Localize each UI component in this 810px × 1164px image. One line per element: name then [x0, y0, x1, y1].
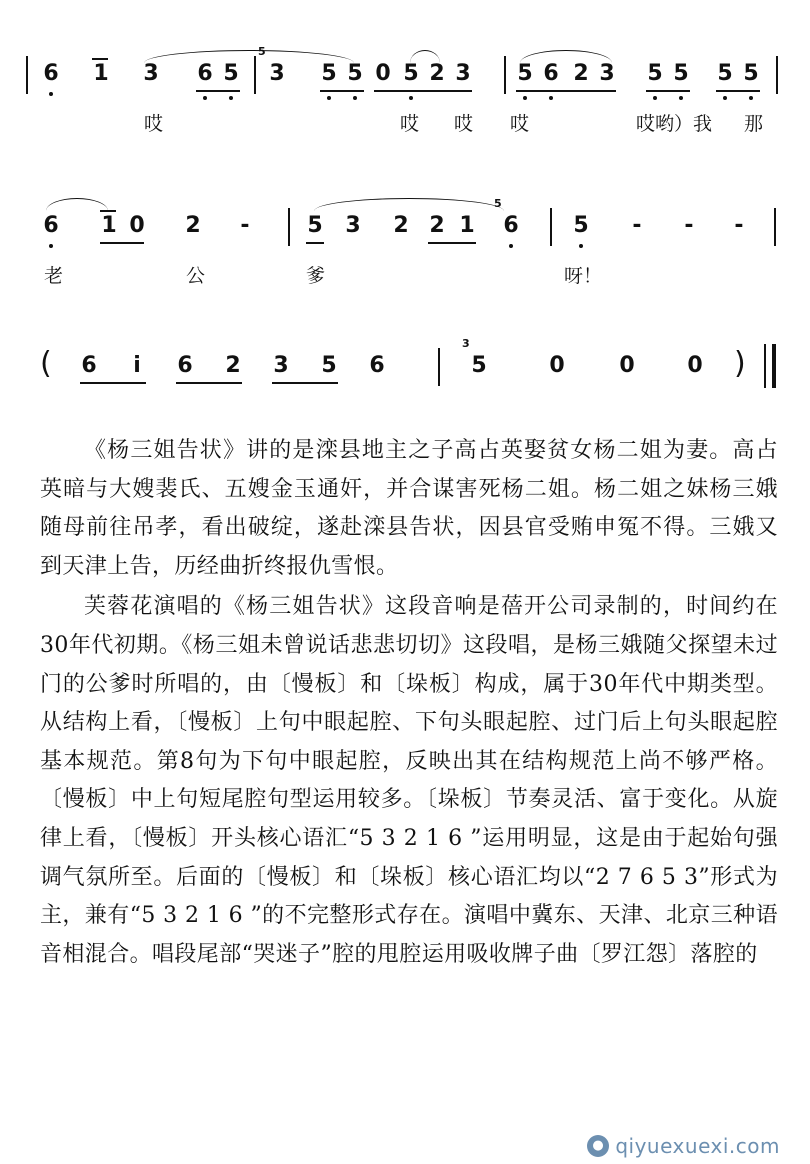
- note: 6: [43, 61, 59, 86]
- note: -: [684, 213, 694, 238]
- note: -: [240, 213, 250, 238]
- note: 2: [393, 213, 409, 238]
- beam: [100, 242, 144, 244]
- beam: [80, 382, 146, 384]
- note: 5: [223, 61, 239, 86]
- note: 5: [517, 61, 533, 86]
- note: 5: [321, 61, 337, 86]
- beam: [306, 242, 324, 244]
- note: 1: [93, 61, 109, 86]
- note: 2: [429, 213, 445, 238]
- low-octave-dot: [327, 96, 331, 100]
- article-text: [40, 432, 778, 974]
- barline: [288, 208, 290, 246]
- low-octave-dot: [353, 96, 357, 100]
- note: 5: [307, 213, 323, 238]
- slur: [520, 50, 612, 63]
- beam: [100, 210, 116, 212]
- low-octave-dot: [203, 96, 207, 100]
- score-line-2: [0, 197, 810, 252]
- final-barline: [764, 344, 766, 388]
- note: 5: [471, 353, 487, 378]
- lyric: 哎哟）我: [636, 113, 713, 135]
- slur: [46, 198, 108, 211]
- note: 6: [81, 353, 97, 378]
- lyric: 哎: [400, 113, 420, 135]
- barline: [504, 56, 506, 94]
- beam: [196, 90, 240, 92]
- low-octave-dot: [653, 96, 657, 100]
- note: 0: [375, 61, 391, 86]
- score-line-1: [0, 45, 810, 100]
- note: 6: [197, 61, 213, 86]
- beam: [374, 90, 472, 92]
- barline: [774, 208, 776, 246]
- note: -: [632, 213, 642, 238]
- note: i: [133, 353, 141, 378]
- note: 0: [549, 353, 565, 378]
- note: 6: [543, 61, 559, 86]
- beam: [428, 242, 476, 244]
- site-watermark: [587, 1134, 780, 1158]
- beam: [320, 90, 364, 92]
- lyric: 公: [186, 265, 206, 287]
- note: 5: [647, 61, 663, 86]
- barline: [438, 348, 440, 386]
- note: 1: [101, 213, 117, 238]
- lyric: 呀！: [564, 265, 603, 287]
- low-octave-dot: [509, 244, 513, 248]
- note: 0: [687, 353, 703, 378]
- grace-note: 3: [462, 337, 470, 350]
- note: 3: [143, 61, 159, 86]
- note: 0: [619, 353, 635, 378]
- paragraph: 芙蓉花演唱的《杨三姐告状》这段音响是蓓开公司录制的，时间约在30年代初期。《杨三姐未曾说话悲悲切切》这段唱，是杨三娥随父探望未过门的公爹时所唱的，由〔慢板〕和〔垛板〕构成，属于30年代中期类型。从结构上看，〔慢板〕上句中眼起腔、下句头眼起腔、过门后上句头眼起腔基本规范。第8句为下句中眼起腔，反映出其在结构规范上尚不够严格。〔慢板〕中上句短尾腔句型运用较多。〔垛板〕节奏灵活、富于变化。从旋律上看，〔慢板〕开头核心语汇“5 3 2 1 6 ”运用明显，这是由于起始句强调气氛所至。后面的〔慢板〕和〔垛板〕核心语汇均以“2 7 6 5 3”形式为主，兼有“5 3 2 1 6 ”的不完整形式存在。演唱中冀东、天津、北京三种语音相混合。唱段尾部“哭迷子”腔的甩腔运用吸收牌子曲〔罗江怨〕落腔的: [40, 594, 778, 967]
- note: -: [734, 213, 744, 238]
- slur: [314, 198, 504, 211]
- lyric: 哎: [144, 113, 164, 135]
- barline: [550, 208, 552, 246]
- low-octave-dot: [523, 96, 527, 100]
- lyric: 哎: [510, 113, 530, 135]
- low-octave-dot: [723, 96, 727, 100]
- beam: [92, 58, 108, 60]
- low-octave-dot: [49, 92, 53, 96]
- beam: [516, 90, 616, 92]
- open-parenthesis: (: [40, 346, 52, 381]
- note: 0: [129, 213, 145, 238]
- low-octave-dot: [749, 96, 753, 100]
- note: 5: [347, 61, 363, 86]
- final-barline: [772, 344, 776, 388]
- grace-note: 5: [258, 45, 266, 58]
- note: 5: [743, 61, 759, 86]
- note: 3: [455, 61, 471, 86]
- paragraph: 《杨三姐告状》讲的是滦县地主之子高占英娶贫女杨二姐为妻。高占英暗与大嫂裴氏、五嫂金玉通奸，并合谋害死杨二姐。杨二姐之妹杨三娥随母前往吊孝，看出破绽，遂赴滦县告状，因县官受贿申冤不得。三娥又到天津上告，历经曲折终报仇雪恨。: [40, 438, 778, 579]
- low-octave-dot: [579, 244, 583, 248]
- beam: [646, 90, 690, 92]
- beam: [716, 90, 760, 92]
- note: 3: [599, 61, 615, 86]
- lyric: 那: [744, 113, 764, 135]
- watermark-text: qiyuexuexi.com: [615, 1134, 780, 1158]
- beam: [176, 382, 242, 384]
- note: 5: [717, 61, 733, 86]
- note: 3: [273, 353, 289, 378]
- barline: [254, 56, 256, 94]
- note: 1: [459, 213, 475, 238]
- barline: [776, 56, 778, 94]
- note: 6: [369, 353, 385, 378]
- note: 2: [573, 61, 589, 86]
- barline: [26, 56, 28, 94]
- note: 3: [345, 213, 361, 238]
- note: 5: [673, 61, 689, 86]
- note: 6: [177, 353, 193, 378]
- note: 3: [269, 61, 285, 86]
- low-octave-dot: [549, 96, 553, 100]
- note: 5: [321, 353, 337, 378]
- low-octave-dot: [229, 96, 233, 100]
- note: 5: [573, 213, 589, 238]
- lyric: 老: [44, 265, 64, 287]
- note: 2: [429, 61, 445, 86]
- globe-icon: ●: [587, 1135, 609, 1157]
- score-line-3: [0, 337, 810, 392]
- note: 6: [43, 213, 59, 238]
- low-octave-dot: [409, 96, 413, 100]
- beam: [272, 382, 338, 384]
- grace-note: 5: [494, 197, 502, 210]
- note: 6: [503, 213, 519, 238]
- note: 5: [403, 61, 419, 86]
- slur: [410, 50, 440, 63]
- close-parenthesis: ): [734, 346, 746, 381]
- low-octave-dot: [679, 96, 683, 100]
- low-octave-dot: [49, 244, 53, 248]
- note: 2: [225, 353, 241, 378]
- note: 2: [185, 213, 201, 238]
- lyric: 爹: [306, 265, 326, 287]
- lyric: 哎: [454, 113, 474, 135]
